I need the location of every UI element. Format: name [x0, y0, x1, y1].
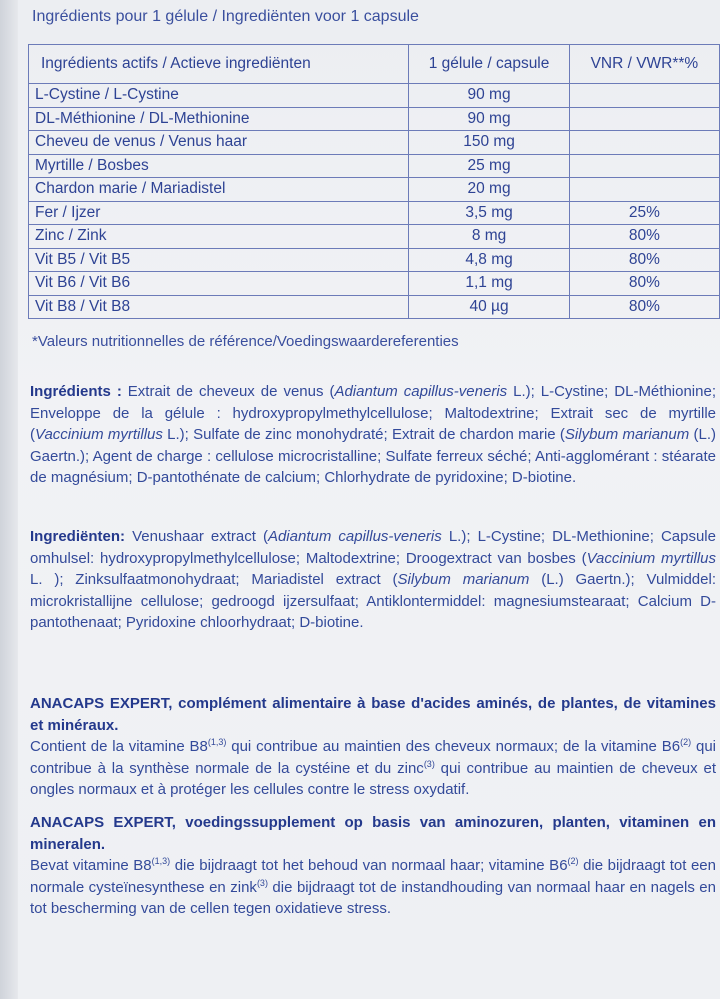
- reference-mark: (3): [256, 877, 268, 888]
- claim-body-fr: [30, 736, 716, 801]
- column-header-amount: 1 gélule / capsule: [409, 45, 569, 84]
- latin-name: Adiantum capillus-veneris: [334, 383, 508, 400]
- ingredient-amount: 90 mg: [409, 107, 569, 131]
- table-row: [29, 131, 720, 155]
- brand-name: ANACAPS EXPERT: [30, 814, 172, 831]
- claim-title-fr: [30, 693, 716, 736]
- ingredient-vnr: 80%: [569, 225, 719, 249]
- ingredient-vnr: 80%: [569, 295, 719, 319]
- ingredient-name: L-Cystine / L-Cystine: [29, 84, 409, 108]
- claim-title-text: , voedingssupplement op basis van aminozuren, planten, vitaminen en mineralen.: [30, 814, 716, 853]
- ingredients-paragraph-fr: [30, 381, 716, 489]
- reference-mark: (1,3): [151, 856, 171, 867]
- column-header-vnr: VNR / VWR**%: [569, 45, 719, 84]
- ingredients-paragraph-nl: [30, 526, 716, 634]
- latin-name: Silybum marianum: [397, 571, 530, 589]
- table-row: [29, 154, 720, 178]
- latin-name: Vaccinium myrtillus: [586, 549, 716, 567]
- table-row: [29, 272, 720, 296]
- text-segment: L.); L-Cystine; DL-Methionine; Capsule omhulsel: hydroxypropylmethylcellulose; Maltodextrine; Droogextract van bosbes (: [30, 528, 716, 567]
- text-segment: Venushaar extract (: [125, 528, 268, 545]
- latin-name: Silybum marianum: [564, 426, 690, 444]
- ingredients-label-nl: Ingrediënten:: [30, 528, 126, 545]
- ingredient-name: Vit B8 / Vit B8: [29, 295, 409, 319]
- table-row: [29, 84, 720, 108]
- ingredient-name: Vit B5 / Vit B5: [29, 248, 409, 272]
- reference-mark: (2): [567, 856, 579, 867]
- claim-title-text: , complément alimentaire à base d'acides aminés, de plantes, de vitamines et minéraux.: [30, 695, 716, 734]
- ingredient-amount: 3,5 mg: [409, 201, 569, 225]
- text-segment: L.); L-Cystine; DL-Méthionine; Enveloppe de la gélule : hydroxypropylmethylcellulose; Maltodextrine; Extrait sec de myrtille (: [30, 383, 716, 444]
- text-segment: Extrait de cheveux de venus (: [121, 383, 335, 400]
- table-row: [29, 107, 720, 131]
- table-row: [29, 178, 720, 202]
- reference-mark: (1,3): [207, 737, 227, 748]
- ingredient-amount: 20 mg: [409, 178, 569, 202]
- ingredient-name: DL-Méthionine / DL-Methionine: [29, 107, 409, 131]
- table-head-row: [29, 45, 720, 84]
- ingredient-name: Fer / Ijzer: [29, 201, 409, 225]
- reference-mark: (2): [680, 737, 692, 748]
- table-row: [29, 248, 720, 272]
- ingredients-label-fr: Ingrédients :: [30, 383, 122, 400]
- text-segment: qui contribue au maintien des cheveux normaux; de la vitamine B6: [226, 738, 681, 756]
- ingredient-amount: 8 mg: [409, 225, 569, 249]
- product-claim-nl: [30, 812, 716, 920]
- latin-name: Vaccinium myrtillus: [35, 426, 163, 444]
- ingredient-name: Chardon marie / Mariadistel: [29, 178, 409, 202]
- table-row: [29, 225, 720, 249]
- ingredient-vnr: 80%: [569, 248, 719, 272]
- table-row: [29, 201, 720, 225]
- text-segment: die bijdraagt tot het behoud van normaal haar; vitamine B6: [170, 857, 568, 875]
- table-row: [29, 295, 720, 319]
- text-segment: die bijdraagt tot de instandhouding van normaal haar en nagels en tot bescherming van de cellen tegen oxidatieve stress.: [30, 878, 716, 918]
- text-segment: qui contribue au maintien de cheveux et ongles normaux et à protéger les cellules contre le stress oxydatif.: [30, 759, 716, 799]
- reference-footnote: *Valeurs nutritionnelles de référence/Voedingswaardereferenties: [32, 333, 459, 350]
- ingredient-vnr: [569, 178, 719, 202]
- text-segment: Bevat vitamine B8: [30, 857, 152, 875]
- claim-title-nl: [30, 812, 716, 855]
- text-segment: (L.) Gaertn.); Vulmiddel: microkristallijne cellulose; gedroogd ijzersulfaat; Antiklontermiddel: magnesiumstearaat; Calcium D-pantothenaat; Pyridoxine chloorhydraat; D-biotine.: [30, 571, 716, 632]
- ingredient-vnr: [569, 131, 719, 155]
- ingredient-name: Myrtille / Bosbes: [29, 154, 409, 178]
- ingredient-amount: 150 mg: [409, 131, 569, 155]
- ingredient-vnr: [569, 107, 719, 131]
- ingredient-name: Vit B6 / Vit B6: [29, 272, 409, 296]
- brand-name: ANACAPS EXPERT: [30, 695, 169, 712]
- nutrition-table: [28, 44, 720, 319]
- product-claim-fr: [30, 693, 716, 801]
- claim-body-nl: [30, 855, 716, 920]
- latin-name: Adiantum capillus-veneris: [267, 528, 442, 545]
- ingredient-vnr: 25%: [569, 201, 719, 225]
- text-segment: (L.) Gaertn.); Agent de charge : cellulose microcristalline; Sulfate ferreux séché; Anti-agglomérant : stéarate de magnésium; D-pantothénate de calcium; Chlorhydrate de pyridoxine; D-biotine.: [30, 426, 716, 487]
- ingredient-name: Cheveu de venus / Venus haar: [29, 131, 409, 155]
- table-header-title: Ingrédients pour 1 gélule / Ingrediënten voor 1 capsule: [32, 8, 419, 25]
- ingredient-amount: 4,8 mg: [409, 248, 569, 272]
- reference-mark: (3): [423, 758, 435, 769]
- ingredient-amount: 25 mg: [409, 154, 569, 178]
- ingredient-name: Zinc / Zink: [29, 225, 409, 249]
- text-segment: die bijdraagt tot een normale cysteïnesynthese en zink: [30, 857, 716, 896]
- ingredient-vnr: [569, 154, 719, 178]
- text-segment: L. ); Zinksulfaatmonohydraat; Mariadistel extract (: [30, 571, 398, 589]
- ingredient-vnr: 80%: [569, 272, 719, 296]
- ingredient-vnr: [569, 84, 719, 108]
- text-segment: L.); Sulfate de zinc monohydraté; Extrait de chardon marie (: [162, 426, 565, 444]
- ingredient-amount: 90 mg: [409, 84, 569, 108]
- ingredient-amount: 40 µg: [409, 295, 569, 319]
- text-segment: qui contribue à la synthèse normale de la cystéine et du zinc: [30, 738, 716, 777]
- text-segment: Contient de la vitamine B8: [30, 738, 208, 756]
- column-header-ingredients: Ingrédients actifs / Actieve ingrediënten: [29, 45, 409, 84]
- ingredient-amount: 1,1 mg: [409, 272, 569, 296]
- box-edge: [0, 0, 18, 999]
